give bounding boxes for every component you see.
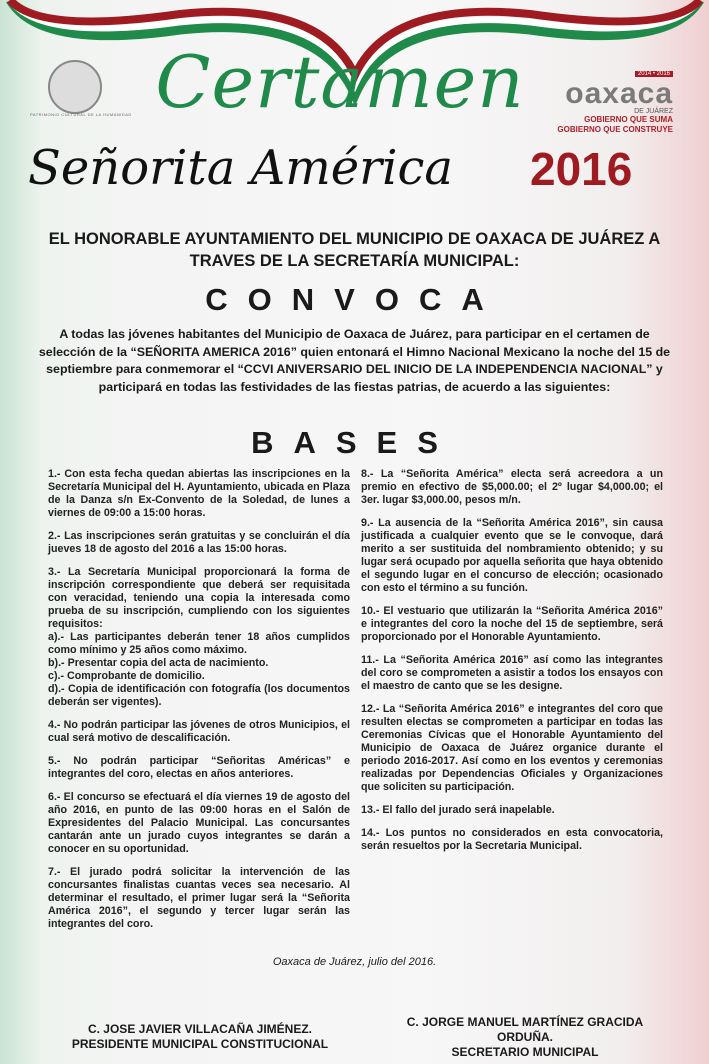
signer-name: C. JOSE JAVIER VILLACAÑA JIMÉNEZ.	[87, 1022, 313, 1036]
base-item-text: 3.- La Secretaría Municipal proporcionará la forma de inscripción correspondiente que deberá ser requisitada con veracidad, teniendo una copia la interesada como prueba de su inscripción, cumpliendo con los siguientes requisitos:	[48, 566, 350, 630]
bases-title: BASES	[251, 425, 458, 460]
signer-role: PRESIDENTE MUNICIPAL CONSTITUCIONAL	[71, 1037, 329, 1051]
base-item: 4.- No podrán participar las jóvenes de otros Municipios, el cual será motivo de descalificación.	[48, 719, 350, 744]
logo-subname: DE JUÁREZ	[634, 108, 673, 115]
left-column	[48, 468, 350, 941]
logo-slogan-2: GOBIERNO QUE CONSTRUYE	[557, 125, 673, 134]
base-item: 6.- El concurso se efectuará el día viernes 19 de agosto del año 2016, en punto de las 09:00 horas en el Salón de Expresidentes del Palacio Municipal. Las concursantes cantarán ante un jurado cuyos integrantes se darán a conocer en su oportunidad.	[48, 791, 350, 855]
base-item: 9.- La ausencia de la “Señorita América 2016”, sin causa justificada a cualquier evento que se le convoque, dará merito a ser sustituida del nombramiento obtenido; y su lugar será ocupado por aquella señorita que haya obtenido el segundo lugar en el concurso de elección; ocasionado con esto el término a su función.	[361, 517, 663, 594]
requisito: d).- Copia de identificación con fotografía (los documentos deberán ser vigentes).	[48, 683, 350, 708]
signer-role: SECRETARIO MUNICIPAL	[451, 1045, 599, 1059]
requisito: b).- Presentar copia del acta de nacimiento.	[48, 657, 269, 669]
base-item: 14.- Los puntos no considerados en esta convocatoria, serán resueltos por la Secretaria Municipal.	[361, 827, 663, 852]
right-column	[361, 468, 663, 863]
title-year: 2016	[530, 143, 633, 195]
base-item: 10.- El vestuario que utilizarán la “Señorita América 2016” e integrantes del coro la noche del 15 de septiembre, será proporcionado por el Honorable Ayuntamiento.	[361, 605, 663, 643]
base-item: 13.- El fallo del jurado será inapelable.	[361, 804, 555, 816]
base-item: 2.- Las inscripciones serán gratuitas y se concluirán el día jueves 18 de agosto del 2016 a las 15:00 horas.	[48, 530, 350, 555]
base-item: 12.- La “Señorita América 2016” e integrantes del coro que resulten electas se comprometen a participar en todas las Ceremonias Cívicas que el Honorable Ayuntamiento del Municipio de Oaxaca de Juárez organice durante el periodo 2016-2017. Así como en los eventos y ceremonias realizadas por Dependencias Oficiales y Organizaciones que soliciten su participación.	[361, 703, 663, 793]
signature-president	[40, 1022, 360, 1052]
title-certamen: Certamen	[155, 40, 525, 124]
requisito: a).- Las participantes deberán tener 18 años cumplidos como mínimo y 25 años como máximo.	[48, 631, 350, 656]
requisito: c).- Comprobante de domicilio.	[48, 670, 205, 682]
signer-name: C. JORGE MANUEL MARTÍNEZ GRACIDA ORDUÑA.	[406, 1015, 644, 1044]
logo-badge: 2014 • 2016	[635, 71, 673, 77]
logo-slogan-1: GOBIERNO QUE SUMA	[584, 115, 673, 124]
seal-caption: PATRIMONIO CULTURAL DE LA HUMANIDAD	[30, 112, 132, 117]
oaxaca-logo	[545, 62, 673, 135]
municipal-seal-logo	[48, 60, 102, 114]
date-line: Oaxaca de Juárez, julio del 2016.	[272, 956, 437, 968]
base-item: 8.- La “Señorita América” electa será acreedora a un premio en efectivo de $5,000.00; el 2º lugar $4,000.00; el 3er. lugar $3,000.00, pesos m/n.	[361, 468, 663, 506]
base-item-3	[48, 566, 350, 709]
signature-secretary	[400, 1015, 650, 1060]
convoca-title: CONVOCA	[205, 282, 504, 317]
base-item: 5.- No podrán participar “Señoritas Américas” e integrantes del coro, electas en años anteriores.	[48, 755, 350, 780]
logo-name: oaxaca	[565, 77, 673, 110]
intro-paragraph: A todas las jóvenes habitantes del Municipio de Oaxaca de Juárez, para participar en el certamen de selección de la “SEÑORITA AMERICA 2016” quien entonará el Himno Nacional Mexicano la noche del 15 de septiembre para conmemorar el “CCVI ANIVERSARIO DEL INICIO DE LA INDEPENDENCIA NACIONAL” y participará en todas las festividades de las fiestas patrias, de acuerdo a las siguientes:	[38, 327, 671, 394]
base-item: 1.- Con esta fecha quedan abiertas las inscripciones en la Secretaría Municipal del H. Ayuntamiento, ubicada en Plaza de la Danza s/n Ex-Convento de la Soledad, de lunes a viernes de 09:00 a 15:00 horas.	[48, 468, 350, 519]
base-item: 7.- El jurado podrá solicitar la intervención de las concursantes finalistas cuantas veces sea necesario. Al determinar el resultado, el primer lugar será la “Señorita América 2016”, el segundo y tercer lugar serán las integrantes del coro.	[48, 866, 350, 930]
base-item: 11.- La “Señorita América 2016” así como las integrantes del coro se comprometen a asistir a todos los ensayos con el maestro de canto que se les designe.	[361, 654, 663, 692]
heading: EL HONORABLE AYUNTAMIENTO DEL MUNICIPIO DE OAXACA DE JUÁREZ A TRAVES DE LA SECRETARÍA MUNICIPAL:	[48, 230, 661, 270]
title-senorita-america: Señorita América	[28, 140, 453, 196]
